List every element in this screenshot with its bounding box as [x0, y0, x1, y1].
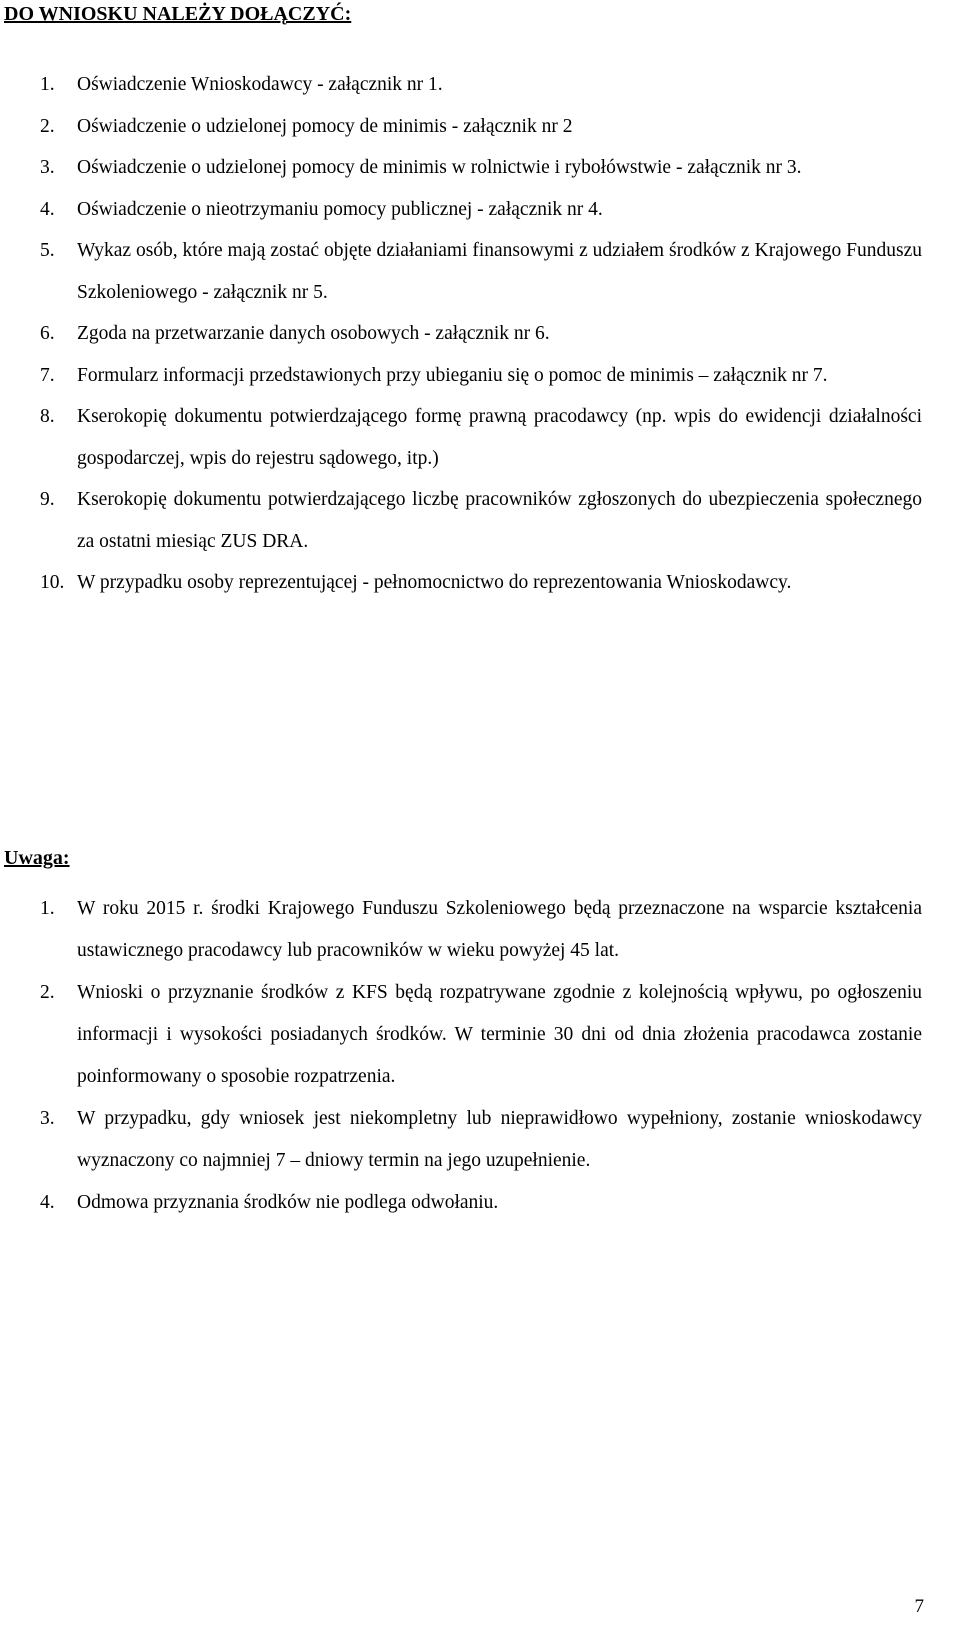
item-number: 10. [40, 572, 65, 593]
item-number: 6. [40, 323, 55, 344]
item-text: Oświadczenie o udzielonej pomocy de minimis - załącznik nr 2 [77, 115, 573, 137]
list-item [40, 1182, 922, 1224]
list-item [40, 1098, 922, 1182]
list-item [40, 888, 922, 972]
item-text: Oświadczenie o udzielonej pomocy de minimis w rolnictwie i rybołówstwie - załącznik nr 3. [77, 157, 802, 178]
list-item [40, 230, 922, 313]
item-text: Oświadczenie Wnioskodawcy - załącznik nr 1. [77, 74, 443, 95]
item-text: Kserokopię dokumentu potwierdzającego formę prawną pracodawcy (np. wpis do ewidencji działalności gospodarczej, wpis do rejestru sądowego, itp.) [77, 406, 922, 469]
item-text: Wykaz osób, które mają zostać objęte działaniami finansowymi z udziałem środków z Krajowego Funduszu Szkoleniowego - załącznik nr 5. [77, 240, 922, 303]
item-number: 4. [40, 198, 55, 220]
item-text: Kserokopię dokumentu potwierdzającego liczbę pracowników zgłoszonych do ubezpieczenia społecznego za ostatni miesiąc ZUS DRA. [77, 489, 922, 552]
item-text: Wnioski o przyznanie środków z KFS będą rozpatrywane zgodnie z kolejnością wpływu, po ogłoszeniu informacji i wysokości posiadanych środków. W terminie 30 dni od dnia złożenia pracodawca zostanie poinformowany o sposobie rozpatrzenia. [77, 982, 922, 1087]
item-text: Odmowa przyznania środków nie podlega odwołaniu. [77, 1192, 499, 1213]
item-text: Oświadczenie o nieotrzymaniu pomocy publicznej - załącznik nr 4. [77, 198, 603, 220]
list-item [40, 972, 922, 1098]
item-text: W przypadku, gdy wniosek jest niekompletny lub nieprawidłowo wypełniony, zostanie wnioskodawcy wyznaczony co najmniej 7 – dniowy termin na jego uzupełnienie. [77, 1108, 922, 1171]
item-number: 7. [40, 364, 55, 386]
list-item [40, 355, 922, 397]
list-item [40, 64, 922, 106]
item-number: 1. [40, 898, 55, 919]
item-text: W roku 2015 r. środki Krajowego Funduszu Szkoleniowego będą przeznaczone na wsparcie kształcenia ustawicznego pracodawcy lub pracowników w wieku powyżej 45 lat. [77, 898, 922, 961]
item-number: 8. [40, 406, 55, 427]
list-item [40, 106, 922, 148]
attachments-heading: DO WNIOSKU NALEŻY DOŁĄCZYĆ: [4, 3, 352, 25]
page-number: 7 [914, 1596, 924, 1617]
list-item [40, 313, 922, 355]
notes-list [40, 888, 922, 1224]
item-number: 9. [40, 489, 55, 510]
list-item [40, 189, 922, 231]
item-number: 2. [40, 115, 55, 137]
list-item [40, 479, 922, 562]
list-item [40, 147, 922, 189]
item-number: 5. [40, 240, 55, 261]
attachments-list [40, 64, 922, 604]
note-heading: Uwaga: [4, 847, 70, 869]
list-item [40, 396, 922, 479]
item-text: Zgoda na przetwarzanie danych osobowych - załącznik nr 6. [77, 323, 550, 344]
item-text: W przypadku osoby reprezentującej - pełnomocnictwo do reprezentowania Wnioskodawcy. [77, 572, 792, 593]
item-number: 4. [40, 1192, 55, 1213]
item-number: 3. [40, 157, 55, 178]
item-text: Formularz informacji przedstawionych przy ubieganiu się o pomoc de minimis – załącznik nr 7. [77, 364, 828, 386]
item-number: 3. [40, 1108, 55, 1129]
item-number: 1. [40, 74, 55, 95]
list-item [40, 562, 922, 604]
item-number: 2. [40, 982, 55, 1003]
